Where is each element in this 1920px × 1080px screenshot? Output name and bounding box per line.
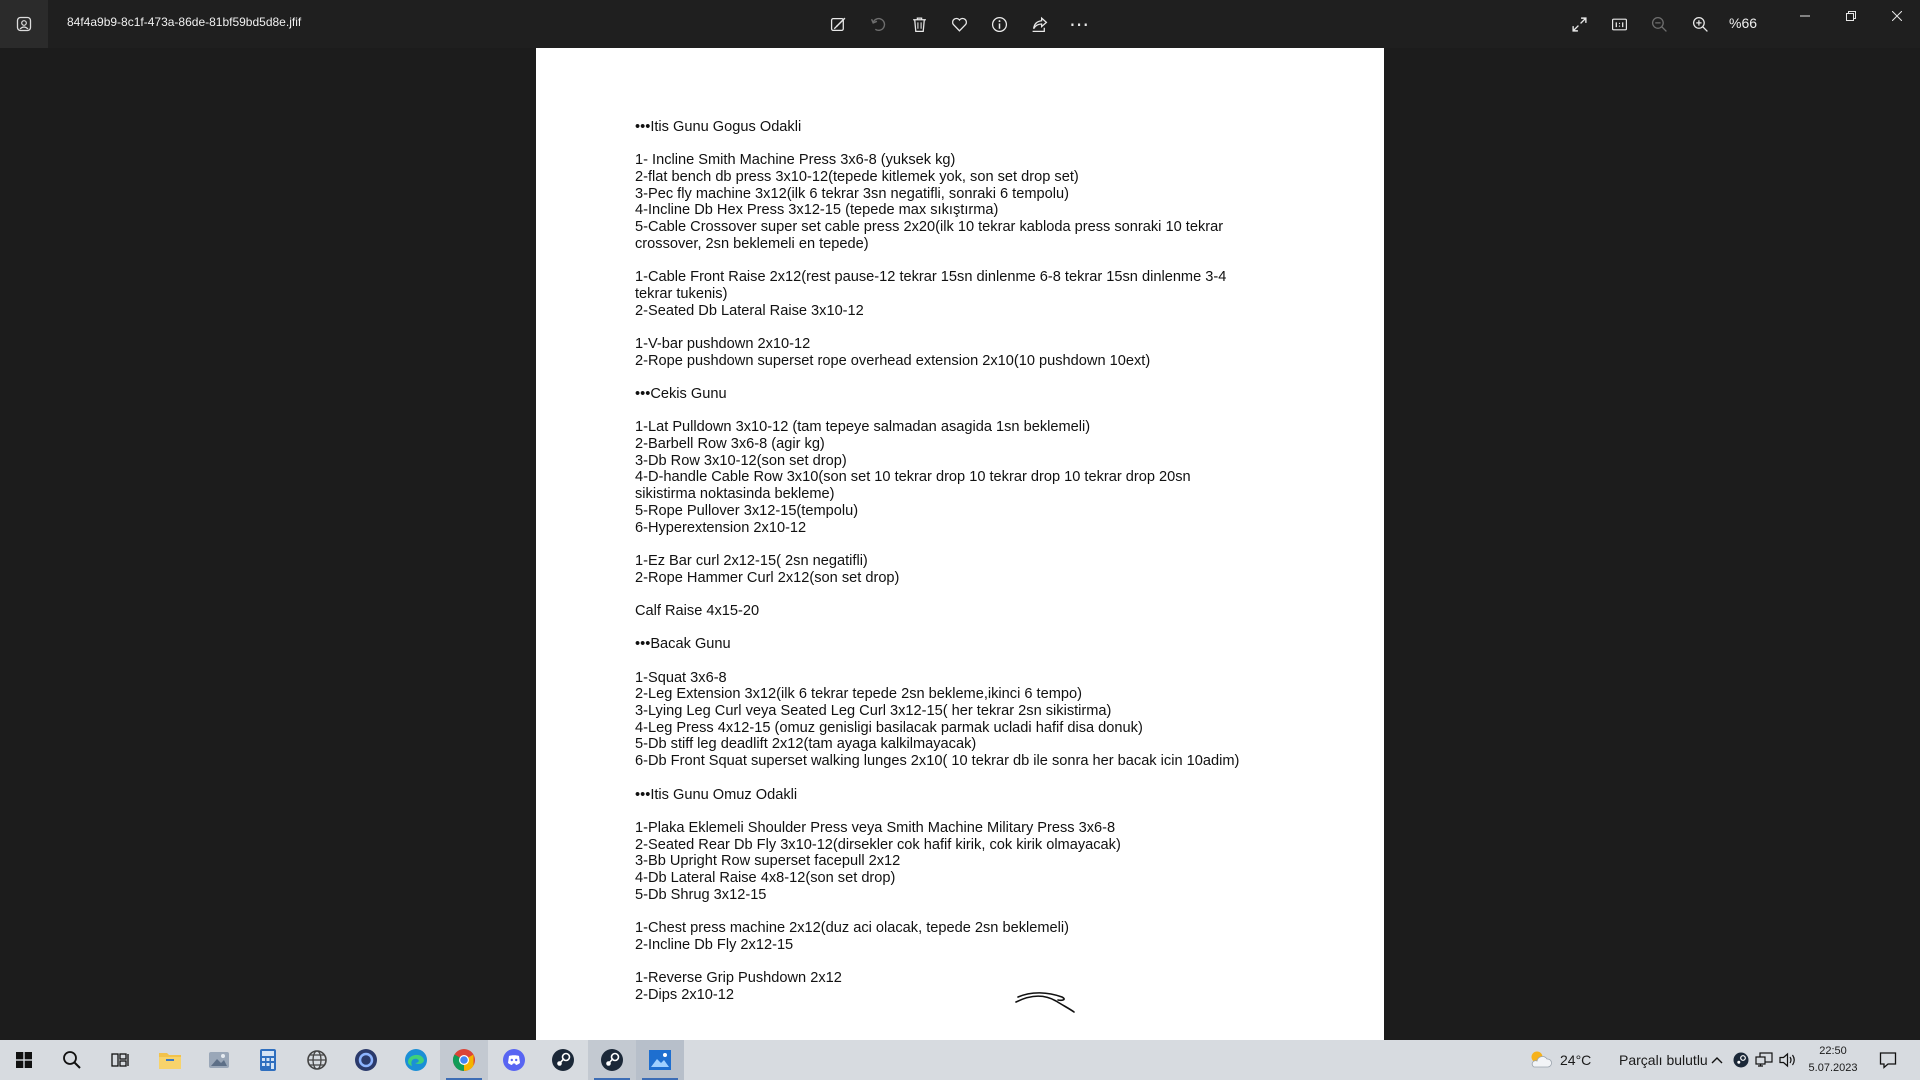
photos-app-icon[interactable] bbox=[0, 0, 48, 48]
steam-icon bbox=[1733, 1052, 1749, 1068]
task-view-icon bbox=[111, 1051, 129, 1069]
taskbar-photos-viewer[interactable] bbox=[195, 1040, 243, 1080]
edit-icon bbox=[830, 16, 847, 33]
restore-button[interactable] bbox=[1828, 0, 1874, 32]
tray-steam[interactable] bbox=[1729, 1040, 1753, 1080]
text-line: crossover, 2sn beklemeli en tepede) bbox=[635, 235, 869, 252]
chevron-up-icon bbox=[1711, 1056, 1723, 1064]
blank-line bbox=[635, 620, 1335, 637]
steam-icon bbox=[600, 1048, 624, 1072]
taskbar-steam-running[interactable] bbox=[588, 1040, 636, 1080]
taskbar-discord[interactable] bbox=[490, 1040, 538, 1080]
calculator-icon bbox=[258, 1048, 278, 1072]
delete-button[interactable] bbox=[907, 12, 931, 36]
text-line: 6-Db Front Squat superset walking lunges 2x10( 10 tekrar db ile sonra her bacak icin 10adim) bbox=[635, 753, 1240, 770]
info-icon bbox=[991, 16, 1008, 33]
actual-size-button[interactable] bbox=[1607, 12, 1631, 36]
rotate-button[interactable] bbox=[866, 12, 890, 36]
zoom-in-icon bbox=[1692, 16, 1709, 33]
text-line: 1-Plaka Eklemeli Shoulder Press veya Smith Machine Military Press 3x6-8 bbox=[635, 819, 1116, 836]
text-line: 1- Incline Smith Machine Press 3x6-8 (yuksek kg) bbox=[635, 152, 956, 169]
text-line: 4-Db Lateral Raise 4x8-12(son set drop) bbox=[635, 869, 896, 886]
text-line: 3-Pec fly machine 3x12(ilk 6 tekrar 3sn negatifli, sonraki 6 tempolu) bbox=[635, 185, 1069, 202]
close-button[interactable] bbox=[1874, 0, 1920, 32]
text-line: 2-Rope Hammer Curl 2x12(son set drop) bbox=[635, 569, 900, 586]
text-line: •••Itis Gunu Omuz Odakli bbox=[635, 786, 798, 803]
weather-temperature[interactable]: 24°C bbox=[1560, 1052, 1592, 1068]
text-line: 1-Cable Front Raise 2x12(rest pause-12 tekrar 15sn dinlenme 6-8 tekrar 15sn dinlenme 3-4 bbox=[635, 269, 1227, 286]
file-name: 84f4a9b9-8c1f-473a-86de-81bf59bd5d8e.jfif bbox=[67, 15, 302, 29]
steam-icon bbox=[551, 1048, 575, 1072]
windows-icon bbox=[16, 1052, 32, 1068]
blank-line bbox=[635, 369, 1335, 386]
taskbar-edge[interactable] bbox=[392, 1040, 440, 1080]
taskbar-calculator[interactable] bbox=[244, 1040, 292, 1080]
text-line: 5-Cable Crossover super set cable press 2x20(ilk 10 tekrar kabloda press sonraki 10 tekrar bbox=[635, 219, 1224, 236]
notification-icon bbox=[1879, 1051, 1897, 1069]
tray-volume[interactable] bbox=[1776, 1040, 1800, 1080]
image-viewer-icon bbox=[207, 1050, 231, 1070]
zoom-out-button[interactable] bbox=[1647, 12, 1671, 36]
text-line: 2-Barbell Row 3x6-8 (agir kg) bbox=[635, 436, 825, 453]
blank-line bbox=[635, 319, 1335, 336]
text-line: 1-Reverse Grip Pushdown 2x12 bbox=[635, 970, 842, 987]
photos-icon bbox=[648, 1049, 672, 1071]
zoom-in-button[interactable] bbox=[1688, 12, 1712, 36]
taskbar-steam[interactable] bbox=[539, 1040, 587, 1080]
text-line: 5-Db Shrug 3x12-15 bbox=[635, 886, 767, 903]
taskbar-network-app[interactable] bbox=[293, 1040, 341, 1080]
blank-line bbox=[635, 953, 1335, 970]
blank-line bbox=[635, 770, 1335, 787]
text-line: •••Itis Gunu Gogus Odakli bbox=[635, 119, 802, 135]
globe-icon bbox=[306, 1049, 328, 1071]
action-center-button[interactable] bbox=[1864, 1040, 1912, 1080]
handwritten-scribble bbox=[1014, 985, 1078, 1017]
text-line: 6-Hyperextension 2x10-12 bbox=[635, 519, 807, 536]
photos-icon bbox=[16, 16, 32, 32]
share-button[interactable] bbox=[1027, 12, 1051, 36]
show-hidden-icons-button[interactable] bbox=[1705, 1040, 1729, 1080]
document-image bbox=[536, 48, 1384, 1040]
partly-cloudy-icon bbox=[1527, 1048, 1553, 1072]
task-view-button[interactable] bbox=[96, 1040, 144, 1080]
search-icon bbox=[62, 1050, 82, 1070]
text-line: 5-Rope Pullover 3x12-15(tempolu) bbox=[635, 502, 859, 519]
favorite-button[interactable] bbox=[947, 12, 971, 36]
close-icon bbox=[1892, 11, 1902, 21]
blank-line bbox=[635, 586, 1335, 603]
text-line: Calf Raise 4x15-20 bbox=[635, 602, 760, 619]
text-line: 1-Squat 3x6-8 bbox=[635, 669, 727, 686]
info-button[interactable] bbox=[987, 12, 1011, 36]
start-button[interactable] bbox=[0, 1040, 48, 1080]
rotate-icon bbox=[870, 16, 887, 33]
text-line: tekrar tukenis) bbox=[635, 285, 728, 302]
clock-date[interactable]: 5.07.2023 bbox=[1808, 1062, 1858, 1074]
network-icon bbox=[1755, 1052, 1773, 1068]
blank-line bbox=[635, 403, 1335, 420]
blank-line bbox=[635, 253, 1335, 270]
text-line: 2-flat bench db press 3x10-12(tepede kitlemek yok, son set drop set) bbox=[635, 169, 1079, 186]
restore-icon bbox=[1846, 11, 1856, 21]
text-line: 4-Incline Db Hex Press 3x12-15 (tepede max sıkıştırma) bbox=[635, 202, 999, 219]
clock-time[interactable]: 22:50 bbox=[1819, 1045, 1847, 1057]
taskbar-photos-active[interactable] bbox=[636, 1040, 684, 1080]
more-options-button[interactable] bbox=[1067, 12, 1091, 36]
chrome-icon bbox=[452, 1048, 476, 1072]
blank-line bbox=[635, 536, 1335, 553]
taskbar-chrome[interactable] bbox=[440, 1040, 488, 1080]
image-viewer[interactable] bbox=[0, 48, 1920, 1040]
circle-app-icon bbox=[354, 1048, 378, 1072]
more-icon: ⋯ bbox=[1069, 13, 1089, 36]
fullscreen-icon bbox=[1571, 16, 1588, 33]
blank-line bbox=[635, 136, 1335, 153]
title-bar bbox=[0, 0, 1920, 48]
speaker-icon bbox=[1779, 1052, 1797, 1068]
text-line: sikistirma noktasinda bekleme) bbox=[635, 486, 835, 503]
text-line: •••Cekis Gunu bbox=[635, 386, 727, 402]
text-line: 4-Leg Press 4x12-15 (omuz genisligi basilacak parmak ucladi hafif disa donuk) bbox=[635, 719, 1143, 736]
text-line: 2-Dips 2x10-12 bbox=[635, 986, 734, 1003]
fullscreen-button[interactable] bbox=[1567, 12, 1591, 36]
text-line: 3-Db Row 3x10-12(son set drop) bbox=[635, 452, 847, 469]
minimize-icon bbox=[1800, 11, 1810, 21]
zoom-level[interactable]: %66 bbox=[1729, 15, 1758, 31]
taskbar bbox=[0, 1040, 1920, 1080]
text-line: 4-D-handle Cable Row 3x10(son set 10 tekrar drop 10 tekrar drop 10 tekrar drop 20sn bbox=[635, 469, 1191, 486]
favorite-icon bbox=[951, 16, 968, 33]
blank-line bbox=[635, 653, 1335, 670]
delete-icon bbox=[911, 16, 928, 33]
edit-button[interactable] bbox=[826, 12, 850, 36]
weather-description[interactable]: Parçalı bulutlu bbox=[1619, 1052, 1708, 1068]
zoom-out-icon bbox=[1651, 16, 1668, 33]
text-line: 3-Bb Upright Row superset facepull 2x12 bbox=[635, 853, 901, 870]
text-line: 5-Db stiff leg deadlift 2x12(tam ayaga kalkilmayacak) bbox=[635, 736, 977, 753]
minimize-button[interactable] bbox=[1782, 0, 1828, 32]
text-line: 3-Lying Leg Curl veya Seated Leg Curl 3x12-15( her tekrar 2sn sikistirma) bbox=[635, 703, 1112, 720]
text-line: •••Bacak Gunu bbox=[635, 636, 731, 653]
text-line: 2-Seated Db Lateral Raise 3x10-12 bbox=[635, 302, 864, 319]
text-line: 2-Incline Db Fly 2x12-15 bbox=[635, 936, 794, 953]
taskbar-cortana[interactable] bbox=[342, 1040, 390, 1080]
tray-network[interactable] bbox=[1752, 1040, 1776, 1080]
share-icon bbox=[1031, 16, 1048, 33]
text-line: 1-Chest press machine 2x12(duz aci olacak, tepede 2sn beklemeli) bbox=[635, 920, 1069, 936]
actual-size-icon bbox=[1611, 16, 1628, 33]
text-line: 2-Seated Rear Db Fly 3x10-12(dirsekler cok hafif kirik, cok kirik olmayacak) bbox=[635, 836, 1121, 853]
blank-line bbox=[635, 903, 1335, 920]
edge-icon bbox=[404, 1048, 428, 1072]
blank-line bbox=[635, 803, 1335, 820]
discord-icon bbox=[502, 1048, 526, 1072]
folder-icon bbox=[158, 1050, 182, 1070]
taskbar-file-explorer[interactable] bbox=[146, 1040, 194, 1080]
weather-widget[interactable] bbox=[1516, 1040, 1564, 1080]
search-button[interactable] bbox=[48, 1040, 96, 1080]
text-line: 2-Rope pushdown superset rope overhead extension 2x10(10 pushdown 10ext) bbox=[635, 352, 1151, 369]
text-line: 1-V-bar pushdown 2x10-12 bbox=[635, 335, 811, 352]
text-line: 2-Leg Extension 3x12(ilk 6 tekrar tepede 2sn bekleme,ikinci 6 tempo) bbox=[635, 686, 1082, 703]
text-line: 1-Ez Bar curl 2x12-15( 2sn negatifli) bbox=[635, 552, 868, 569]
text-line: 1-Lat Pulldown 3x10-12 (tam tepeye salmadan asagida 1sn beklemeli) bbox=[635, 419, 1091, 436]
document-text bbox=[635, 119, 1335, 1003]
